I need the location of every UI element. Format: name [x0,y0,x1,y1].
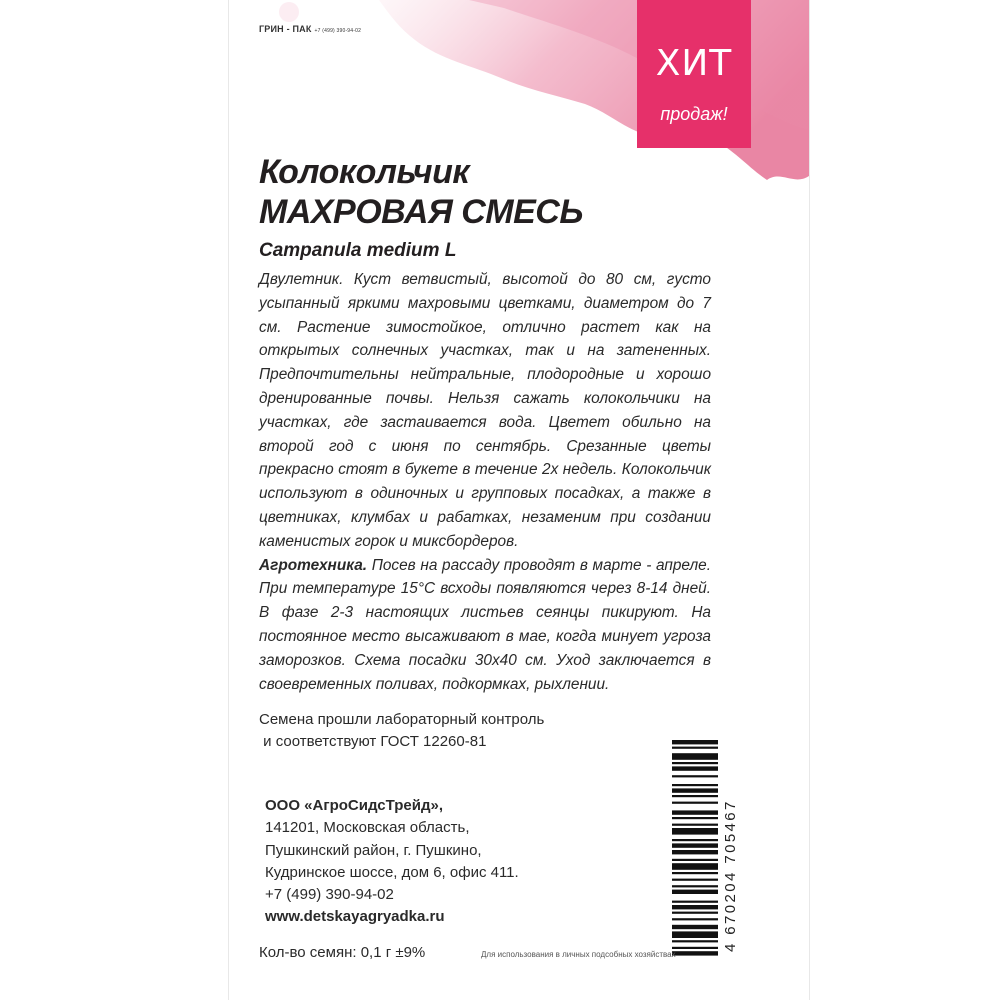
barcode-bar [672,817,718,819]
barcode-bar [672,947,718,949]
agro-paragraph [259,554,711,697]
barcode-bar [672,912,718,914]
company-address-2: Пушкинский район, г. Пушкино, [265,841,482,859]
barcode-bar [672,740,718,744]
barcode-bar [672,885,718,887]
company-website: www.detskayagryadka.ru [265,908,445,926]
code-label: ГРИН - ПАК [259,24,312,34]
barcode-bar [672,879,718,881]
company-name: ООО «АгроСидсТрейд», [265,797,443,814]
seed-quantity: Кол-во семян: 0,1 г ±9% [259,944,426,961]
barcode-bar [672,766,718,770]
barcode-bar [672,810,718,814]
barcode-bar [672,843,718,847]
barcode [672,740,718,960]
barcode-bar [672,828,718,835]
company-address-3: Кудринское шоссе, дом 6, офис 411. [265,863,519,881]
description [259,268,711,696]
title-line1: Колокольчик [259,153,470,191]
barcode-bar [672,839,718,841]
control-line2: и соответствуют ГОСТ 12260-81 [259,733,487,750]
barcode-bar [672,859,718,861]
product-title [259,152,583,232]
company-info [265,795,519,929]
barcode-bar [672,951,718,955]
bestseller-badge [637,0,751,148]
barcode-bar [672,747,718,749]
barcode-bar [672,931,718,938]
company-phone: +7 (499) 390-94-02 [265,886,394,904]
barcode-bar [672,872,718,874]
barcode-bar [672,925,718,929]
barcode-bar [672,905,718,909]
barcode-bar [672,824,718,826]
quality-control [259,709,544,753]
agro-text: Посев на рассаду проводят в марте - апреле. При температуре 15°С всходы появляются через 8-14 дней. В фазе 2-3 настоящих листьев сеянцы пикируют. На постоянное место высаживают в мае, когда минует угроза заморозков. Схема посадки 30х40 см. Уход заключается в своевременных поливах, подкормках, рыхлении. [259,556,711,693]
barcode-bar [672,863,718,870]
barcode-bar [672,802,718,804]
barcode-bar [672,795,718,797]
barcode-bar [672,940,718,942]
barcode-bar [672,901,718,903]
description-text: Двулетник. Куст ветвистый, высотой до 80 см, густо усыпанный яркими махровыми цветками, диаметром до 7 см. Растение зимостойкое, отлично растет как на открытых солнечных участках, так и на затененных. Предпочтительны нейтральные, плодородные и хорошо дренированные почвы. Нельзя сажать колокольчики на участках, где застаивается вода. Цветет обильно на второй год с июня по сентябрь. Срезанные цветы прекрасно стоят в букете в течение 2х недель. Колокольчик используют в одиночных и групповых посадках, а также в цветниках, клумбах и рабатках, незаменим при создании каменистых горок и миксбордеров. [259,271,711,550]
barcode-bar [672,850,718,854]
latin-name: Campanula medium L [259,240,457,261]
agro-label: Агротехника. [259,556,368,574]
title-line2: МАХРОВАЯ СМЕСЬ [259,193,583,231]
code-small: +7 (499) 390-94-02 [314,28,362,34]
company-address-1: 141201, Московская область, [265,819,470,837]
barcode-digits: 4 670204 705467 [722,799,739,952]
manufacturer-code [259,24,361,34]
barcode-bar [672,784,718,786]
barcode-bar [672,918,718,920]
barcode-bar [672,788,718,792]
control-line1: Семена прошли лабораторный контроль [259,711,545,728]
usage-note: Для использования в личных подсобных хозяйствах [481,950,676,959]
barcode-bar [672,753,718,760]
badge-line1: ХИТ [655,43,733,84]
seed-packet-back [228,0,810,1000]
barcode-bar [672,762,718,764]
barcode-bar [672,890,718,894]
badge-line2: продаж! [660,104,728,124]
barcode-bar [672,775,718,777]
